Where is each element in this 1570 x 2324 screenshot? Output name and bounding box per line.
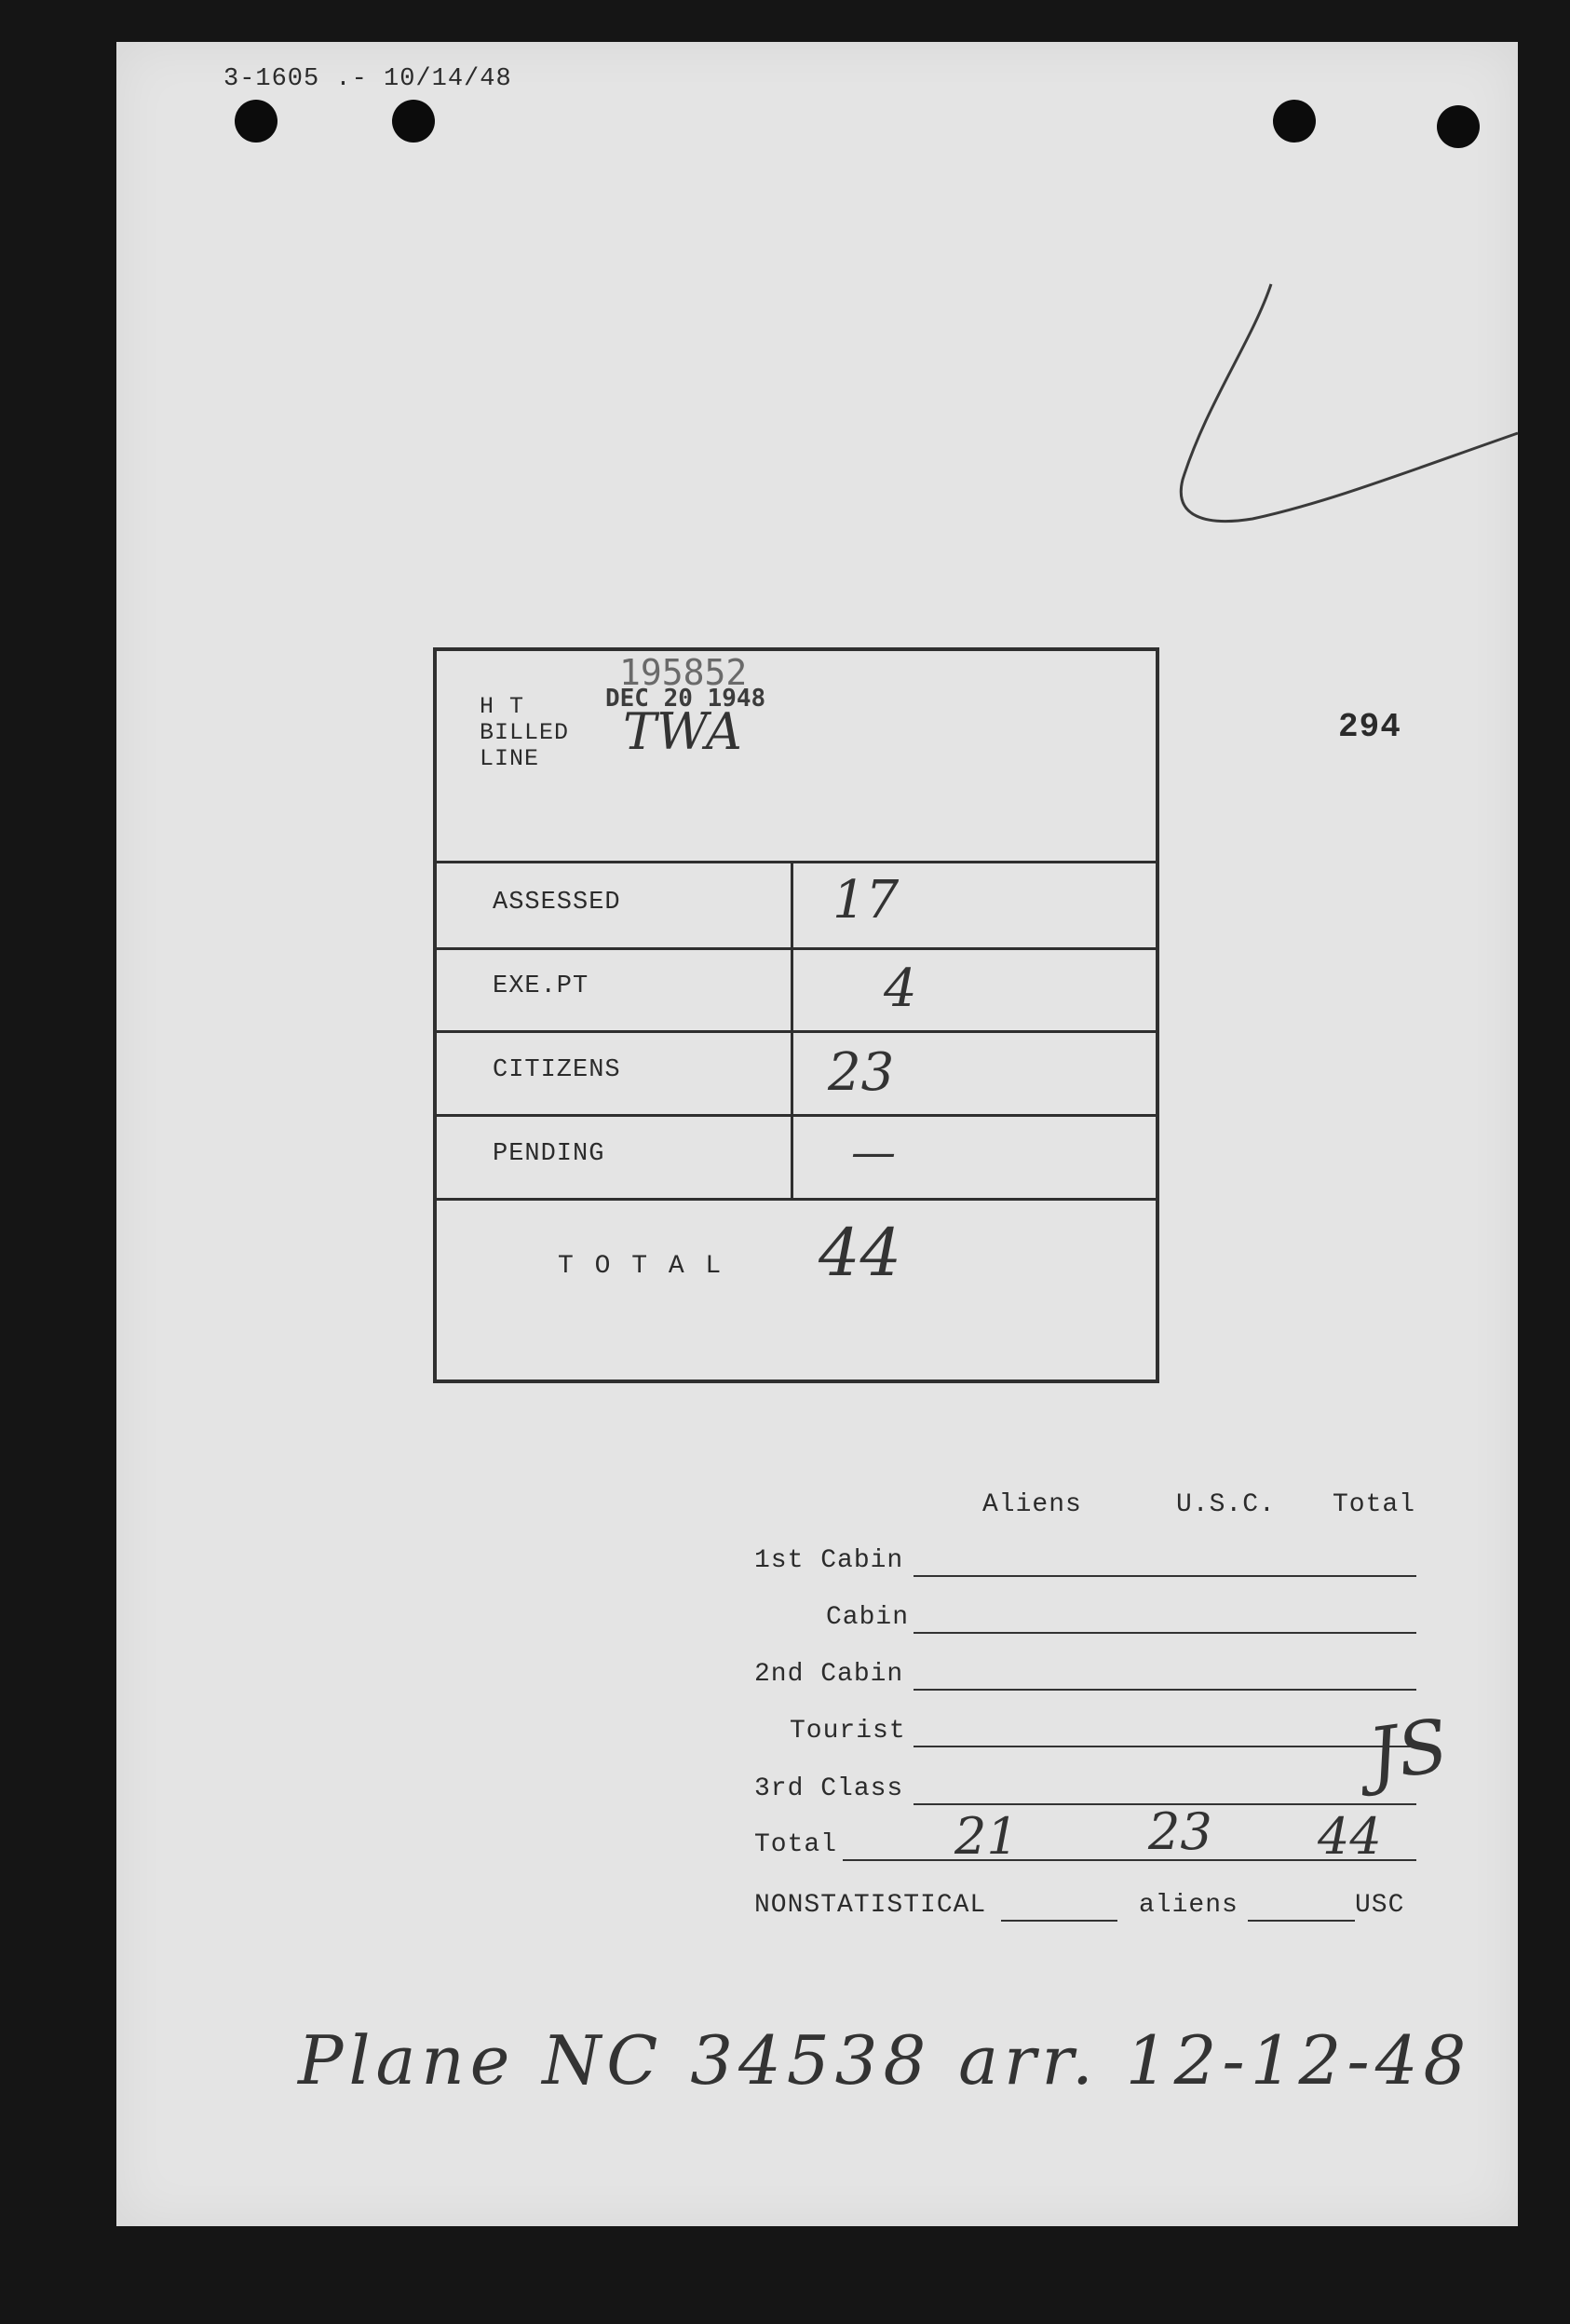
tourist-blank [914,1746,1416,1747]
form-id: 3-1605 .- 10/14/48 [223,65,512,93]
line-label: LINE [480,745,540,772]
pending-value: — [851,1126,896,1178]
usc-column-header: U.S.C. [1176,1490,1276,1519]
nonstat-aliens-label: aliens [1139,1891,1238,1920]
document-page [116,42,1518,2226]
assessed-label: ASSESSED [493,889,621,917]
first-cabin-label: 1st Cabin [754,1546,904,1575]
total-column-header: Total [1333,1490,1416,1519]
stamp-date: DEC 20 1948 [605,685,766,713]
nonstat-usc-blank [1248,1920,1355,1922]
second-cabin-blank [914,1689,1416,1691]
punch-hole [1437,105,1480,148]
summary-total-label: Total [754,1830,838,1859]
first-cabin-blank [914,1575,1416,1577]
billing-box [433,647,1159,1383]
nonstat-aliens-blank [1001,1920,1117,1922]
billed-label: BILLED [480,719,570,746]
divider [437,1114,1159,1117]
total-usc-value: 23 [1148,1802,1212,1861]
ht-label: H T [480,693,525,720]
check-mark-stroke [1169,247,1523,554]
second-cabin-label: 2nd Cabin [754,1660,904,1689]
divider [437,1198,1159,1201]
total-total-value: 44 [1318,1807,1382,1866]
column-divider [791,861,793,1198]
nonstat-usc-label: USC [1355,1891,1405,1920]
cabin-blank [914,1632,1416,1634]
citizens-label: CITIZENS [493,1056,621,1084]
total-label: T O T A L [558,1252,724,1281]
aliens-column-header: Aliens [982,1490,1082,1519]
nonstatistical-label: NONSTATISTICAL [754,1891,987,1920]
punch-hole [235,100,277,143]
punch-hole [1273,100,1316,143]
divider [437,947,1159,950]
exempt-value: 4 [884,958,917,1019]
handwritten-footnote: Plane NC 34538 arr. 12-12-48 [298,2021,1472,2100]
total-value: 44 [819,1215,902,1291]
initials: JS [1363,1704,1454,1799]
divider [437,1030,1159,1033]
divider [437,861,1159,863]
stamp-number: 195852 [619,652,748,693]
exempt-label: EXE.PT [493,972,589,1000]
page-number: 294 [1338,708,1401,746]
assessed-value: 17 [832,870,900,931]
third-class-label: 3rd Class [754,1774,904,1803]
tourist-label: Tourist [790,1717,906,1746]
cabin-label: Cabin [826,1603,910,1632]
citizens-value: 23 [828,1042,895,1103]
punch-hole [392,100,435,143]
pending-label: PENDING [493,1140,605,1168]
billed-line-value: TWA [623,702,742,761]
total-aliens-value: 21 [954,1807,1019,1866]
